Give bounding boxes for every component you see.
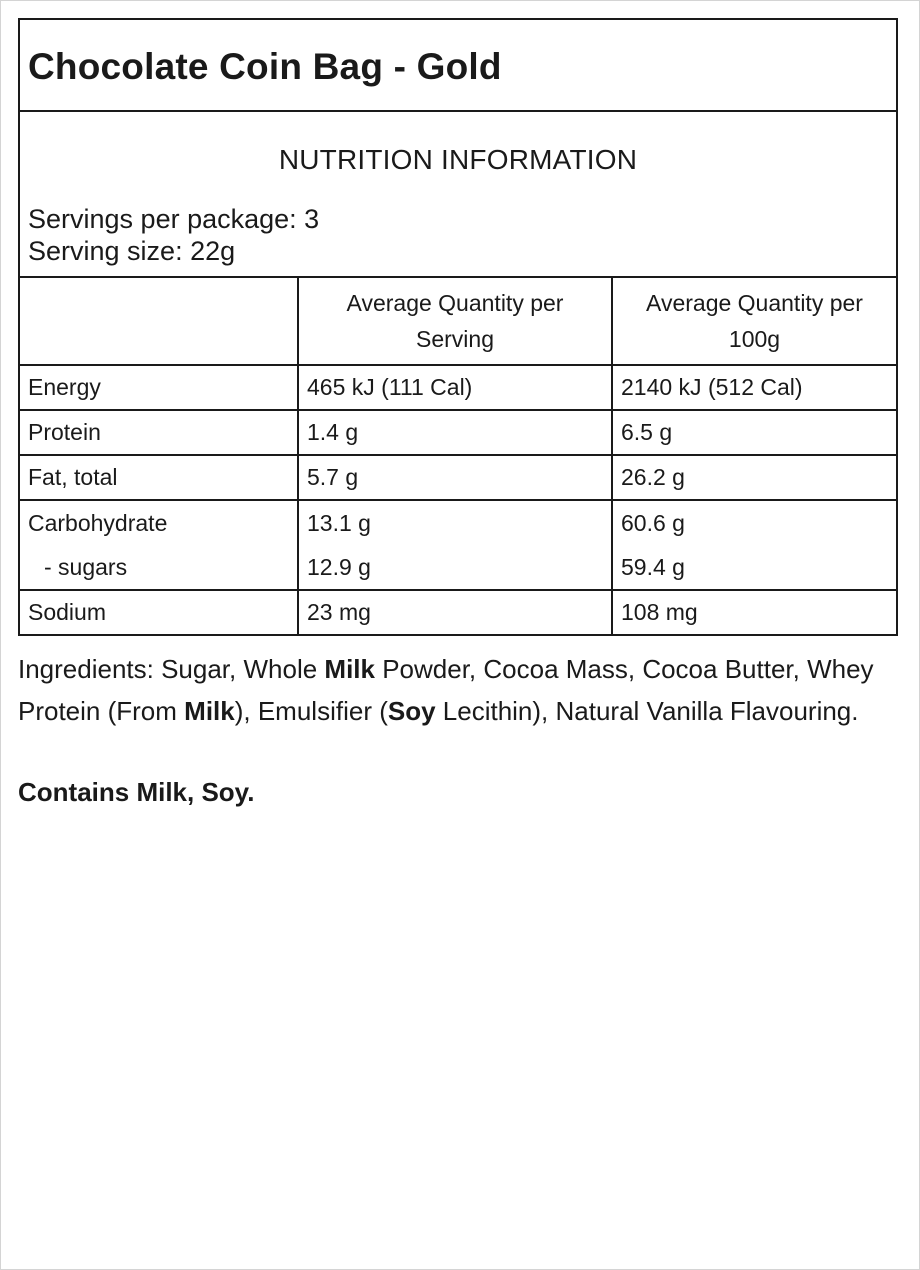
carbohydrate-per-serving-cell bbox=[298, 500, 612, 590]
table-header-row bbox=[20, 278, 896, 365]
header-nutrient bbox=[20, 278, 298, 365]
allergen-milk: Milk bbox=[184, 696, 235, 726]
sodium-per-serving: 23 mg bbox=[298, 590, 612, 634]
servings-per-package: Servings per package: 3 bbox=[28, 204, 320, 234]
protein-label: Protein bbox=[20, 410, 298, 455]
carbohydrate-label: Carbohydrate bbox=[28, 510, 168, 536]
sodium-label: Sodium bbox=[20, 590, 298, 634]
table-row bbox=[20, 410, 896, 455]
table-row bbox=[20, 365, 896, 410]
fat-per-100g: 26.2 g bbox=[621, 464, 685, 490]
header-per-100g: Average Quantity per 100g bbox=[646, 290, 863, 352]
carbohydrate-cell bbox=[20, 500, 298, 590]
ingredients-part: Ingredients: Sugar, Whole bbox=[18, 654, 325, 684]
title-row bbox=[20, 20, 896, 112]
sugars-per-serving: 12.9 g bbox=[307, 554, 371, 580]
energy-per-100g: 2140 kJ (512 Cal) bbox=[621, 374, 803, 400]
nutrition-table bbox=[20, 278, 896, 634]
carbohydrate-per-serving: 13.1 g bbox=[307, 510, 371, 536]
allergen-soy: Soy bbox=[387, 696, 436, 726]
ingredients-part: ), Emulsifier ( bbox=[234, 696, 388, 726]
sugars-label: - sugars bbox=[44, 554, 128, 580]
serving-size: Serving size: 22g bbox=[28, 236, 236, 266]
header-per-serving: Average Quantity per Serving bbox=[298, 278, 612, 365]
fat-per-serving: 5.7 g bbox=[298, 455, 612, 500]
ingredients-part: Powder, Cocoa Mass, Cocoa Butter, Whey Protein (From bbox=[18, 654, 874, 726]
carbohydrate-per-100g: 60.6 g bbox=[621, 510, 685, 536]
sodium-per-100g: 108 mg bbox=[621, 599, 698, 625]
energy-per-serving: 465 kJ (111 Cal) bbox=[298, 365, 612, 410]
ingredients-text bbox=[18, 648, 898, 732]
nutrition-info-block bbox=[20, 112, 896, 278]
protein-per-serving: 1.4 g bbox=[298, 410, 612, 455]
table-row bbox=[20, 500, 896, 590]
allergen-milk: Milk bbox=[324, 654, 375, 684]
product-title: Chocolate Coin Bag - Gold bbox=[28, 46, 502, 87]
allergen-statement: Contains Milk, Soy. bbox=[18, 777, 255, 807]
sugars-per-100g: 59.4 g bbox=[621, 554, 685, 580]
table-row bbox=[20, 455, 896, 500]
protein-per-100g: 6.5 g bbox=[621, 419, 673, 445]
table-row bbox=[20, 590, 896, 634]
fat-label: Fat, total bbox=[20, 455, 298, 500]
energy-label: Energy bbox=[20, 365, 298, 410]
nutrition-label bbox=[18, 18, 898, 636]
carbohydrate-per-100g-cell bbox=[612, 500, 896, 590]
ingredients-part: Lecithin), Natural Vanilla Flavouring. bbox=[435, 696, 859, 726]
nutrition-heading: NUTRITION INFORMATION bbox=[278, 144, 638, 175]
